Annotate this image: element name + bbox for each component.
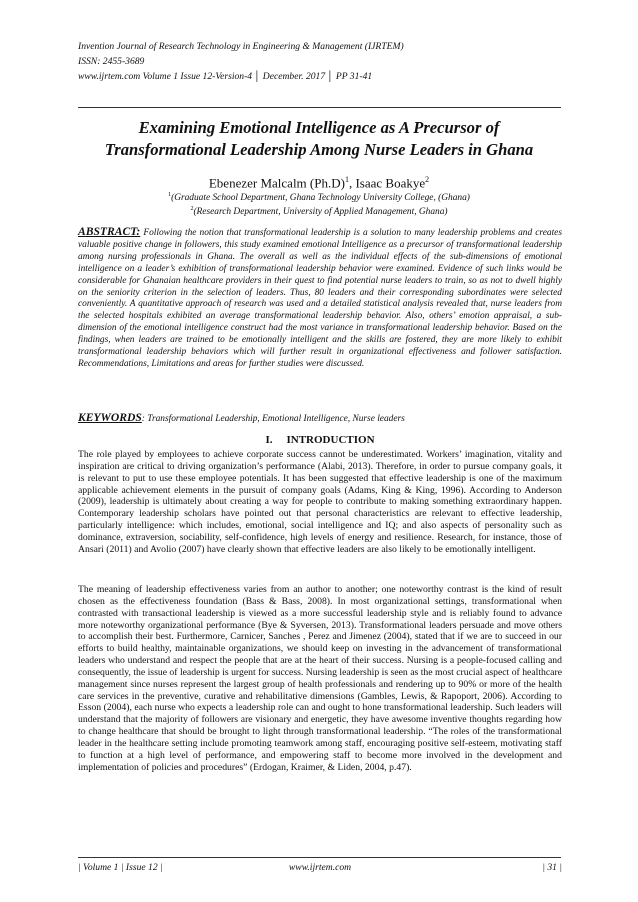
author-2-name: Isaac Boakye: [355, 175, 426, 191]
journal-header: [78, 39, 568, 84]
section-number: I.: [265, 434, 273, 446]
footer-rule: [78, 857, 561, 858]
affiliation-1-text: (Graduate School Department, Ghana Technology University College, (Ghana): [171, 193, 470, 204]
keywords-text: : Transformational Leadership, Emotional Intelligence, Nurse leaders: [141, 414, 405, 424]
keywords-label: KEYWORDS: [78, 411, 142, 424]
abstract: [78, 226, 562, 371]
author-separator: ,: [348, 175, 356, 191]
footer-website: www.ijrtem.com: [288, 862, 352, 873]
title-line-1: Examining Emotional Intelligence as A Precursor of: [138, 118, 500, 137]
footer-page-number: | 31 |: [542, 862, 562, 873]
body-paragraph-2: The meaning of leadership effectiveness varies from an author to another; one noteworthy contrast is the kind of result chosen as the effectiveness foundation (Bass & Bass, 2008). In most organizational settings, transformational when contrasted with transactional leadership is viewed as a more successful leadership style and is reliably found to advance more noteworthy organizational performance (Bye & Syversen, 2013). Transformational leaders persuade and move others to accomplish their best. Furthermore, Carnicer, Sanches , Perez and Jimenez (2004), stated that if we are to succeed in our efforts to build healthy, maintainable organizations, we should keep on investing in the advancement of transformational leaders who understand and respect the people that are at the heart of their success. Nursing is a people-focused calling and consequently, the issue of leadership is urgent for success. Nursing leadership is seen as the most crucial aspect of healthcare management since nurses represent the largest group of health professionals and rendering up to 90% or more of the health care services in the preventive, curative and rehabilitative dimensions (Gambles, Lewis, & Rapoport, 2006). According to Esson (2004), each nurse who expects a leadership role can and ought to hone transformational leadership. Such leaders will understand that the majority of followers are visionary and energetic, they have awesome inventive thoughts regarding how to change healthcare that should be brought to light through transformational leadership. “The roles of the transformational leader in the healthcare setting include promoting teamwork among staff, encouraging positive self-esteem, motivating staff to function at a high level of performance, and empowering staff to become more involved in the development and implementation of policies and procedures” (Erdogan, Kraimer, & Liden, 2004, p.47).: [78, 584, 562, 773]
author-list: [60, 172, 578, 190]
page-footer: [78, 861, 562, 875]
journal-volume-line: www.ijrtem.com Volume 1 Issue 12-Version-4 │ December. 2017 │ PP 31-41: [78, 71, 373, 82]
footer-volume-issue: | Volume 1 | Issue 12 |: [78, 862, 163, 873]
affiliation-1-mark: 1: [168, 192, 172, 198]
journal-name: Invention Journal of Research Technology in Engineering & Management (IJRTEM): [78, 41, 404, 52]
affiliation-1: [60, 189, 578, 204]
journal-issn: ISSN: 2455-3689: [78, 56, 145, 67]
abstract-label: ABSTRACT:: [78, 225, 141, 238]
abstract-text: Following the notion that transformational leadership is a solution to many leadership problems and creates valuable positive change in followers, this study examined emotional Intelligence as a precursor of transformational leadership among nursing professionals in Ghana. The overall as well as the individual effects of the sub-dimensions of emotional intelligence on a leader’s exhibition of transformational leadership behavior were examined. Evidence of such links would be considerable for Ghanaian healthcare providers in their quest to find potential nurse leaders to train, so as not to dwell highly on the seniority criterion in the selection of leaders. Thus, 80 leaders and their corresponding subordinates were selected conveniently. A quantitative approach of research was used and a detailed statistical analysis revealed that, nurse leaders from the selected hospitals exhibited an average transformational leadership behavior. Also, others’ emotion appraisal, a sub-dimension of the emotional intelligence construct had the most variance in transformational leadership behavior. Based on the findings, when leaders are trained to be emotionally intelligent and the skills are fostered, they are more likely to exhibit transformational leadership behaviors which will further result in organizational effectiveness and follower satisfaction. Recommendations, Limitations and areas for further studies were discussed.: [78, 228, 562, 369]
header-rule: [78, 107, 561, 108]
keywords: [78, 411, 562, 426]
title-line-2: Transformational Leadership Among Nurse Leaders in Ghana: [104, 140, 534, 159]
affiliation-2: [60, 203, 578, 218]
affiliation-2-mark: 2: [190, 206, 194, 212]
paper-title: [60, 117, 578, 161]
section-title: INTRODUCTION: [286, 434, 375, 446]
author-1-name: Ebenezer Malcalm (Ph.D): [208, 175, 345, 191]
body-paragraph-1: The role played by employees to achieve corporate success cannot be underestimated. Workers’ imagination, vitality and inspiration are critical to driving organization’s performance (Alabi, 2013). Therefore, in order to pursue company goals, it is relevant to put to use these employee potentials. It has been suggested that effective leadership is one of the maximum applicable achievement elements in the pursuit of company goals (Adams, King & King, 1996). According to Anderson (2009), leadership is ultimately about creating a way for people to contribute to making something extraordinary happen. Contemporary leadership scholars have pointed out that personal characteristics are relevant to effective leadership, particularly intelligence: which includes, emotional, social intelligence and IQ; and also aspects of personality such as dominance, extraversion, sociability, self-confidence, high levels of energy and resilience. Research, for instance, those of Ansari (2011) and Avolio (2007) have clearly shown that effective leaders are also likely to be emotionally intelligent.: [78, 449, 562, 555]
author-2-affiliation-mark: 2: [425, 175, 430, 184]
section-heading-introduction: [78, 433, 562, 447]
author-1-affiliation-mark: 1: [344, 175, 349, 184]
affiliation-2-text: (Research Department, University of Applied Management, Ghana): [193, 207, 448, 218]
